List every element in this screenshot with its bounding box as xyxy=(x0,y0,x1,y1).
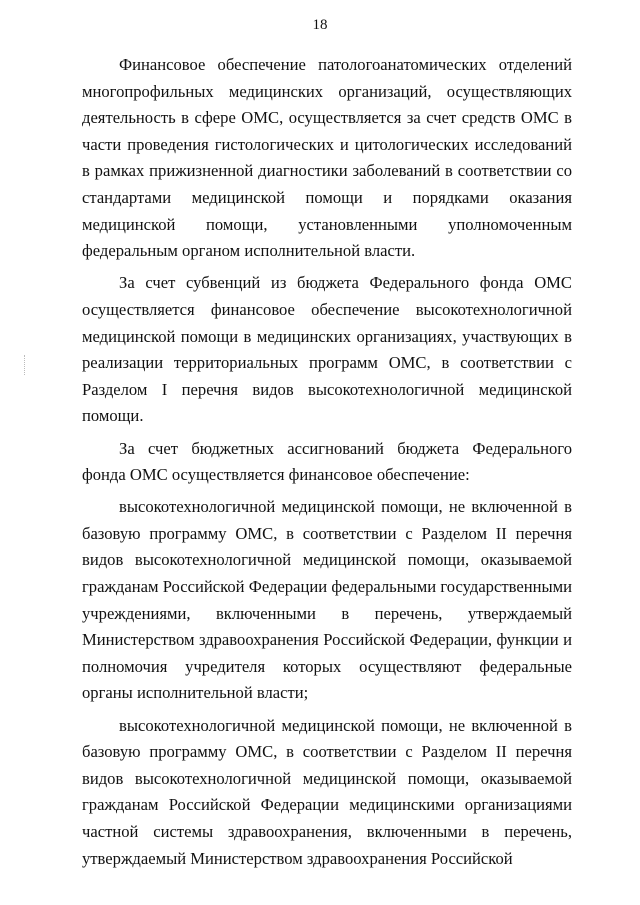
paragraph-private-organizations: высокотехнологичной медицинской помощи, не включенной в базовую программу ОМС, в соответствии с Разделом II перечня видов высокотехнологичной медицинской помощи, оказываемой гражданам Российской Федерации медицинскими организациями частной системы здравоохранения, включенными в перечень, утверждаемый Министерством здравоохранения Российской xyxy=(82,715,572,868)
page-number: 18 xyxy=(312,17,328,33)
paragraph-subventions: За счет субвенций из бюджета Федерального фонда ОМС осуществляется финансовое обеспечение высокотехнологичной медицинской помощи в медицинских организациях, участвующих в реализации территориальных программ ОМС, в соответствии с Разделом I перечня видов высокотехнологичной медицинской помощи. xyxy=(82,273,572,426)
margin-mark xyxy=(24,355,26,375)
paragraph-federal-institutions: высокотехнологичной медицинской помощи, не включенной в базовую программу ОМС, в соответствии с Разделом II перечня видов высокотехнологичной медицинской помощи, оказываемой гражданам Российской Федерации федеральными государственными учреждениями, включенными в перечень, утверждаемый Министерством здравоохранения Российской Федерации, функции и полномочия учредителя которых осуществляют федеральные органы исполнительной власти; xyxy=(82,497,572,703)
document-body xyxy=(82,52,572,872)
paragraph-pathology-financing: Финансовое обеспечение патологоанатомических отделений многопрофильных медицинских организаций, осуществляющих деятельность в сфере ОМС, осуществляется за счет средств ОМС в части проведения гистологических и цитологических исследований в рамках прижизненной диагностики заболеваний в соответствии со стандартами медицинской помощи и порядками оказания медицинской помощи, установленными уполномоченным федеральным органом исполнительной власти. xyxy=(82,55,572,261)
paragraph-budget-allocations: За счет бюджетных ассигнований бюджета Федерального фонда ОМС осуществляется финансовое обеспечение: xyxy=(82,438,572,485)
